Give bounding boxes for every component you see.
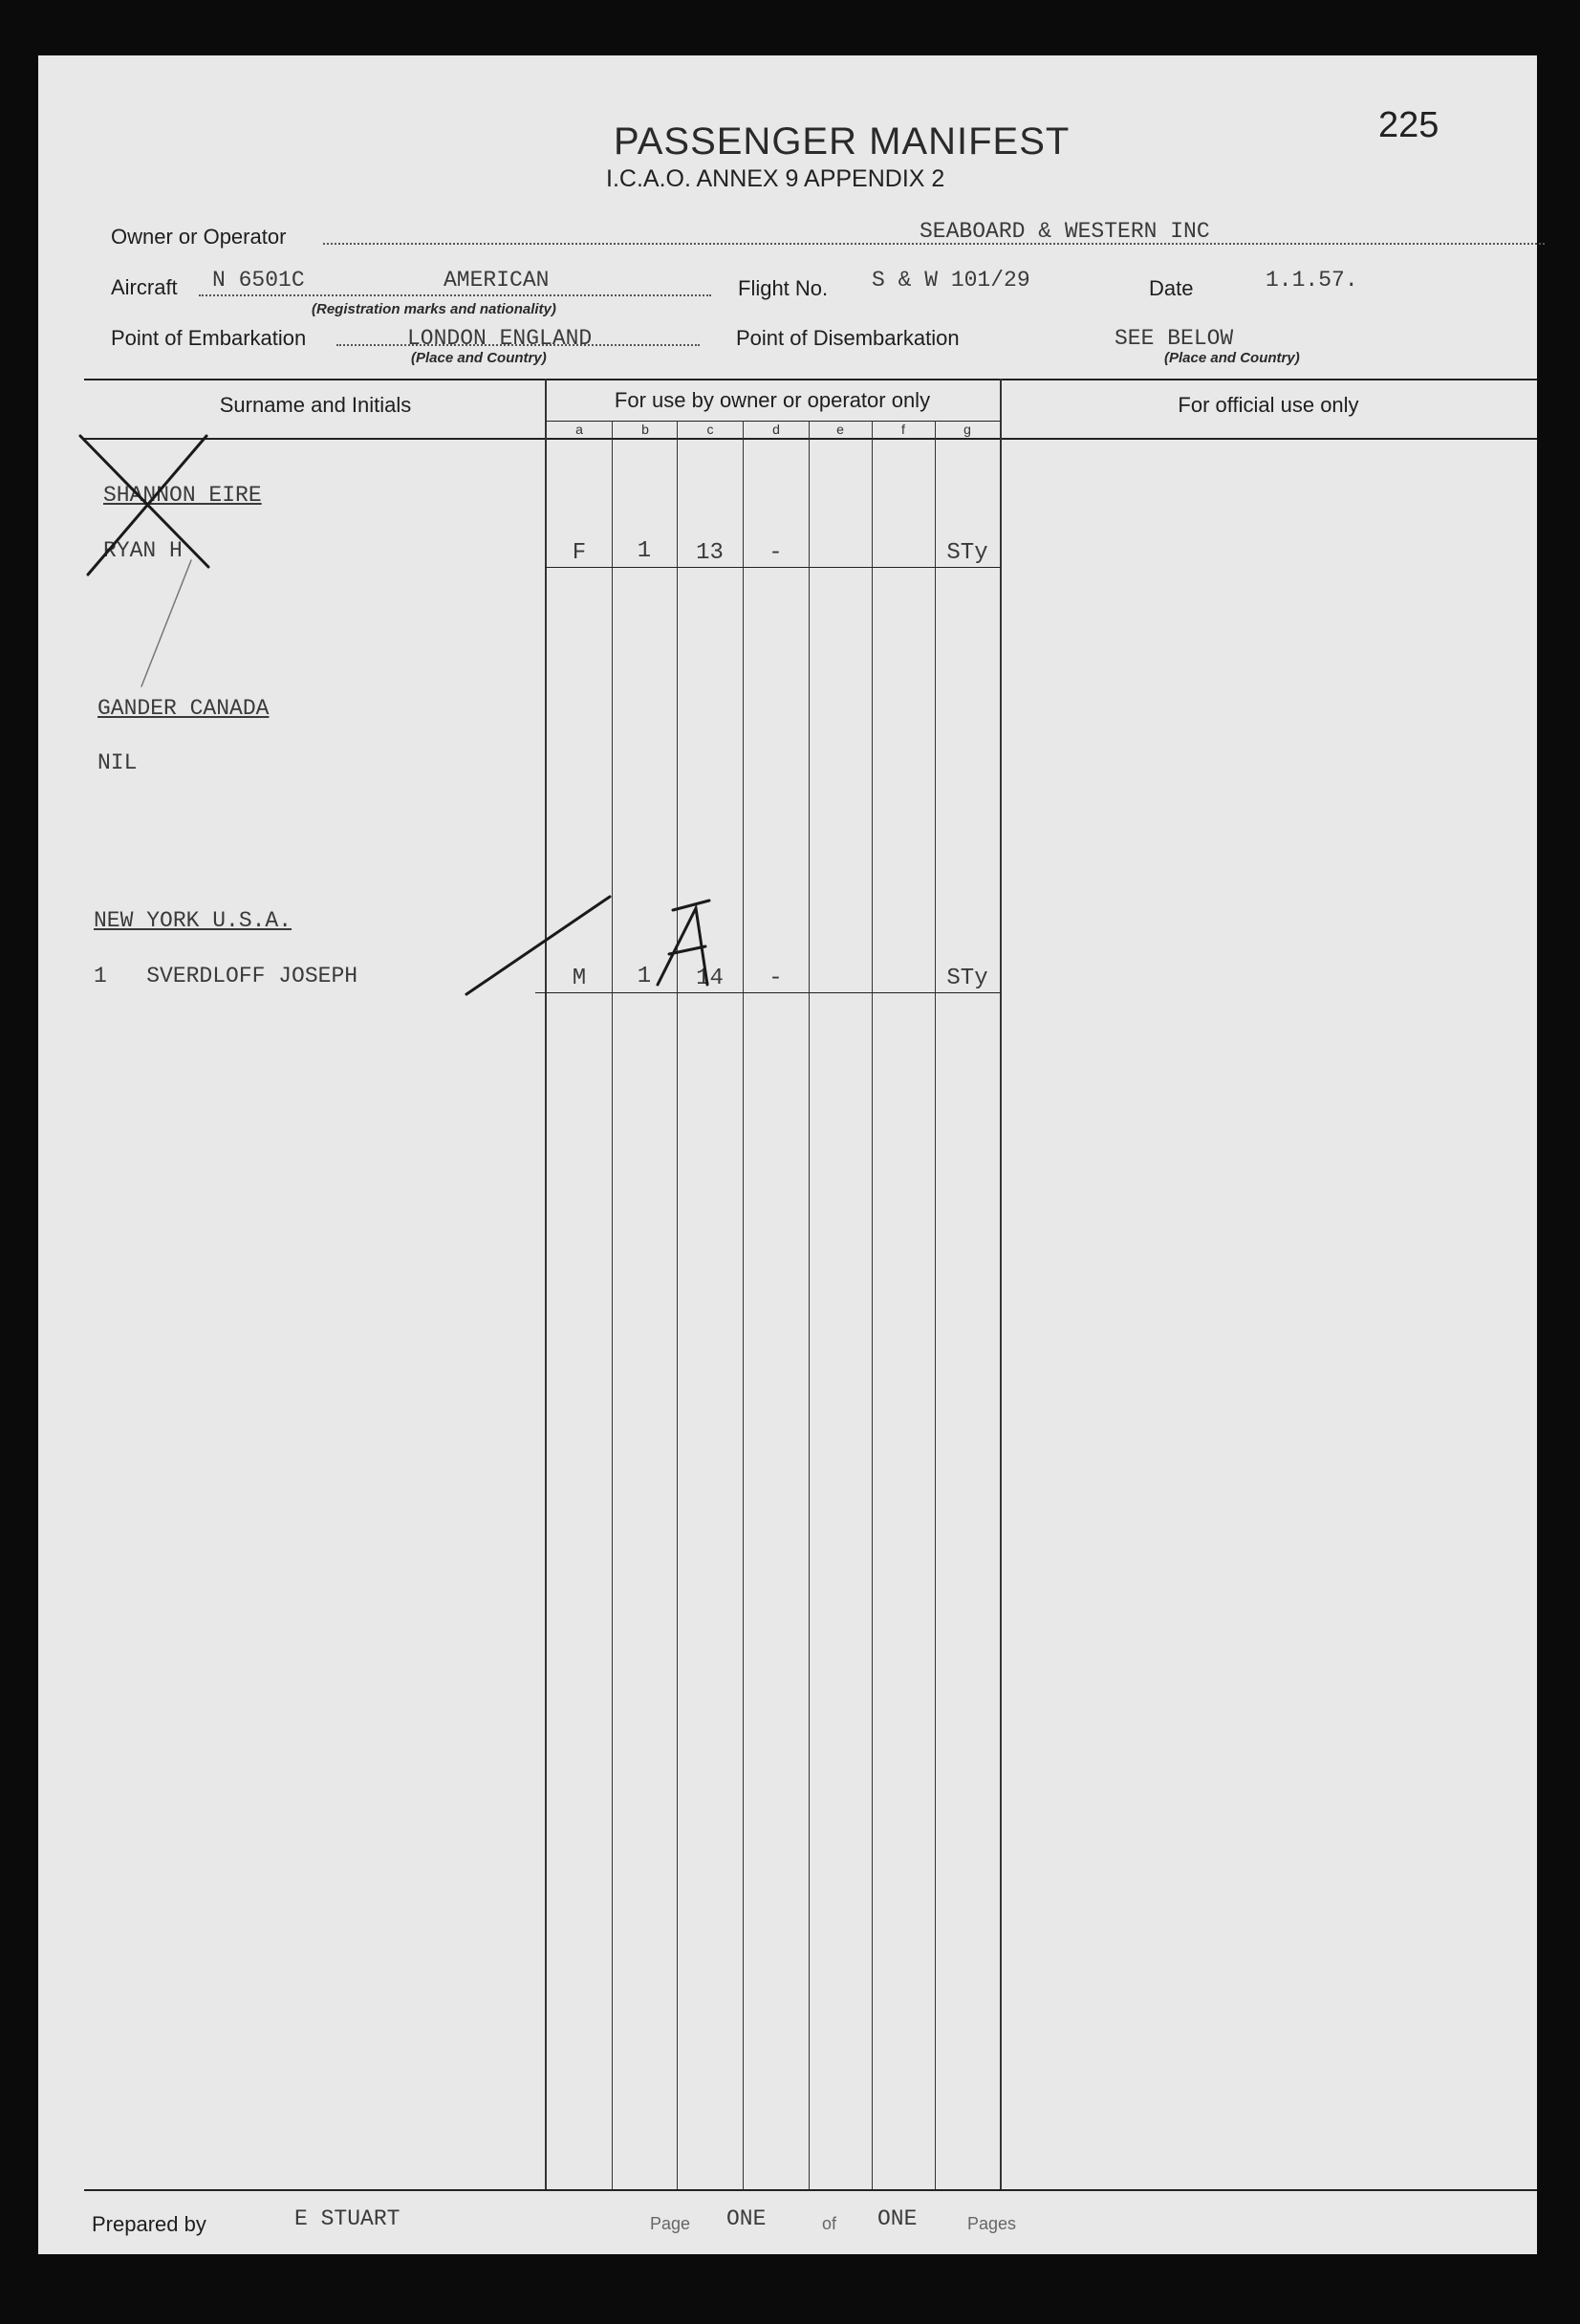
owner-label: Owner or Operator [111, 225, 287, 249]
prepared-by-value: E STUART [294, 2206, 400, 2231]
embarkation-label: Point of Embarkation [111, 326, 307, 350]
manifest-sheet [38, 55, 1537, 2254]
col-header-surname: Surname and Initials [219, 393, 412, 417]
ryan-col-c: 13 [696, 540, 724, 566]
ryan-col-g: STy [946, 540, 988, 566]
of-label: of [822, 2214, 837, 2233]
sverdloff-col-b: 1 [637, 964, 652, 989]
col-header-official: For official use only [1178, 393, 1359, 417]
pages-label: Pages [967, 2214, 1017, 2233]
ryan-col-b: 1 [637, 538, 652, 564]
pencil-stroke [141, 560, 191, 686]
place-new-york: NEW YORK U.S.A. [94, 908, 292, 933]
sub-letter-a: a [575, 422, 583, 437]
flight-value: S & W 101/29 [872, 268, 1030, 293]
embarkation-value: LONDON ENGLAND [407, 326, 593, 351]
page-value: ONE [726, 2206, 767, 2231]
sverdloff-col-d: - [768, 966, 783, 991]
page-number: 225 [1378, 105, 1439, 145]
col-header-owner: For use by owner or operator only [614, 388, 931, 412]
ryan-col-a: F [572, 540, 587, 566]
sub-letter-g: g [963, 422, 971, 437]
aircraft-registration: N 6501C [212, 268, 305, 293]
page-label: Page [650, 2214, 691, 2233]
passenger-sverdloff: 1 SVERDLOFF JOSEPH [94, 964, 358, 988]
date-label: Date [1149, 276, 1194, 300]
ryan-col-d: - [768, 540, 783, 566]
date-value: 1.1.57. [1266, 268, 1358, 293]
document-subtitle: I.C.A.O. ANNEX 9 APPENDIX 2 [606, 165, 945, 192]
disembarkation-value: SEE BELOW [1115, 326, 1234, 351]
disembarkation-note: (Place and Country) [1164, 350, 1300, 366]
place-shannon: SHANNON EIRE [103, 483, 262, 508]
place-gander: GANDER CANADA [97, 696, 270, 721]
sverdloff-col-c: 14 [696, 966, 724, 991]
owner-value: SEABOARD & WESTERN INC [920, 219, 1210, 244]
passenger-nil: NIL [97, 750, 138, 775]
aircraft-label: Aircraft [111, 275, 178, 299]
tick-stroke [466, 897, 610, 994]
of-value: ONE [877, 2206, 918, 2231]
registration-note: (Registration marks and nationality) [312, 301, 556, 317]
cross-out-stroke-2 [88, 436, 206, 575]
aircraft-nationality: AMERICAN [444, 268, 550, 293]
document-title: PASSENGER MANIFEST [614, 120, 1071, 163]
sverdloff-col-a: M [572, 966, 587, 991]
prepared-by-label: Prepared by [92, 2212, 206, 2236]
sub-letter-b: b [641, 422, 649, 437]
embarkation-note: (Place and Country) [411, 350, 547, 366]
passenger-ryan: RYAN H [103, 538, 183, 563]
sverdloff-col-g: STy [946, 966, 988, 991]
sub-letter-d: d [772, 422, 780, 437]
sub-letter-c: c [706, 422, 714, 437]
sub-letter-f: f [901, 422, 905, 437]
sub-letter-e: e [836, 422, 844, 437]
handwritten-marks [38, 55, 1537, 2254]
flight-label: Flight No. [738, 276, 829, 300]
initial-mark [658, 901, 709, 985]
disembarkation-label: Point of Disembarkation [736, 326, 960, 350]
